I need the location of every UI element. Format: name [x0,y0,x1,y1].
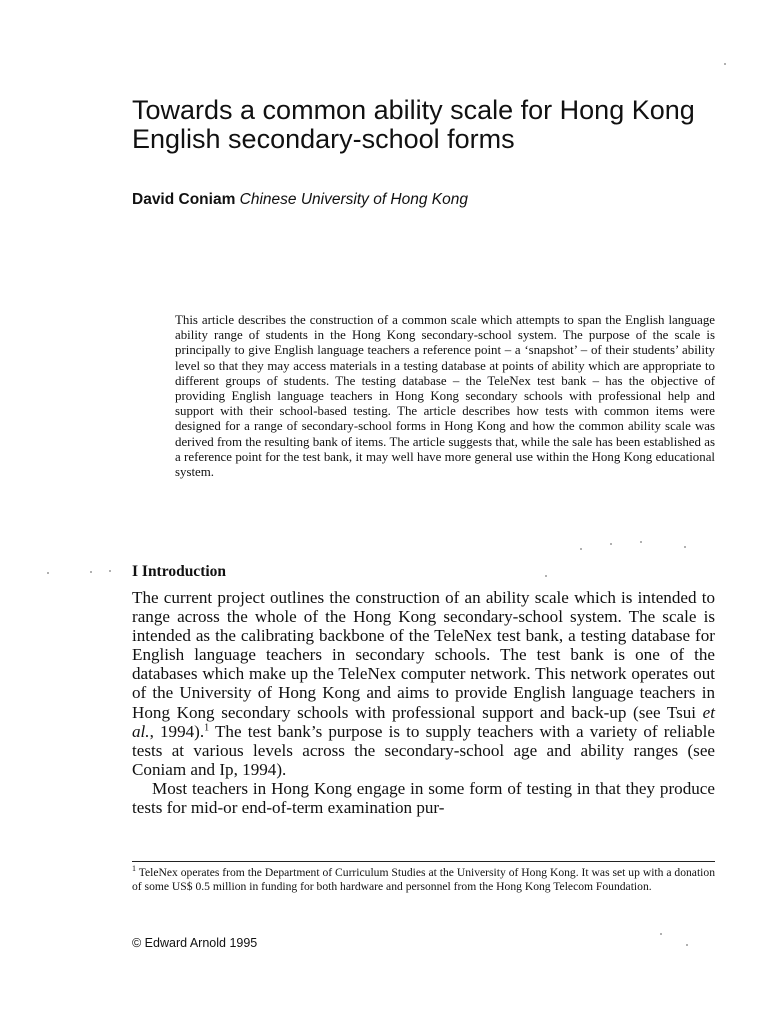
paragraph-1-part-b: , 1994). [149,721,205,741]
scan-speck [580,548,582,550]
scan-speck [660,933,662,935]
section-heading: I Introduction [132,563,227,580]
copyright-notice: © Edward Arnold 1995 [132,936,258,950]
abstract: This article describes the construction of a common scale which attempts to span the English language ability range of students in the Hong Kong secondary-school system. The purpose of the scale is principally to give English language teachers a reference point – a ‘snapshot’ – of their students’ ability level so that they may access materials in a testing database at points of ability which are appropriate to different groups of students. The testing database – the TeleNex test bank – has the objective of providing English language teachers in Hong Kong secondary schools with professional help and support with their school-based testing. The article describes how tests with common items were designed for a range of secondary-school forms in Hong Kong and how the common ability scale was derived from the resulting bank of items. The article suggests that, while the sale has been established as a reference point for the test bank, it may well have more general use within the Hong Kong educational system. [175,313,715,480]
byline [132,191,468,209]
paragraph-1 [132,588,715,779]
citation-et-al: et al. [132,702,715,741]
scan-speck [90,571,92,573]
article-title: Towards a common ability scale for Hong Kong English secondary-school forms [132,95,695,154]
author-affiliation: Chinese University of Hong Kong [239,191,468,208]
scan-speck [640,541,642,543]
paragraph-2: Most teachers in Hong Kong engage in some form of testing in that they produce tests for mid-or end-of-term examination pur- [132,778,715,818]
scan-speck [610,543,612,545]
scan-speck [724,63,726,65]
author-name: David Coniam [132,191,236,208]
footnote [132,866,715,894]
scan-speck [47,572,49,574]
footnote-number: 1 [132,864,136,874]
scan-speck [686,944,688,946]
scan-speck [109,570,111,572]
paragraph-1-part-c: The test bank’s purpose is to supply teachers with a variety of reliable tests at various levels across the secondary-school age and ability ranges (see Coniam and Ip, 1994). [132,721,715,779]
footnote-reference[interactable]: 1 [204,721,210,733]
scan-speck [684,546,686,548]
body-text [132,588,715,817]
footnote-divider [132,861,715,862]
paragraph-1-part-a: The current project outlines the construction of an ability scale which is intended to range across the whole of the Hong Kong secondary-school system. The scale is intended as the calibrating backbone of the TeleNex test bank, a testing database for English language teachers in secondary schools. The test bank is one of the databases which make up the TeleNex computer network. This network operates out of the University of Hong Kong and aims to provide English language teachers in Hong Kong secondary schools with professional support and back-up (see Tsui [132,588,715,722]
scan-speck [545,575,547,577]
footnote-text: TeleNex operates from the Department of Curriculum Studies at the University of Hong Kong. It was set up with a donation of some US$ 0.5 million in funding for both hardware and personnel from the Hong Kong Telecom Foundation. [132,866,715,893]
